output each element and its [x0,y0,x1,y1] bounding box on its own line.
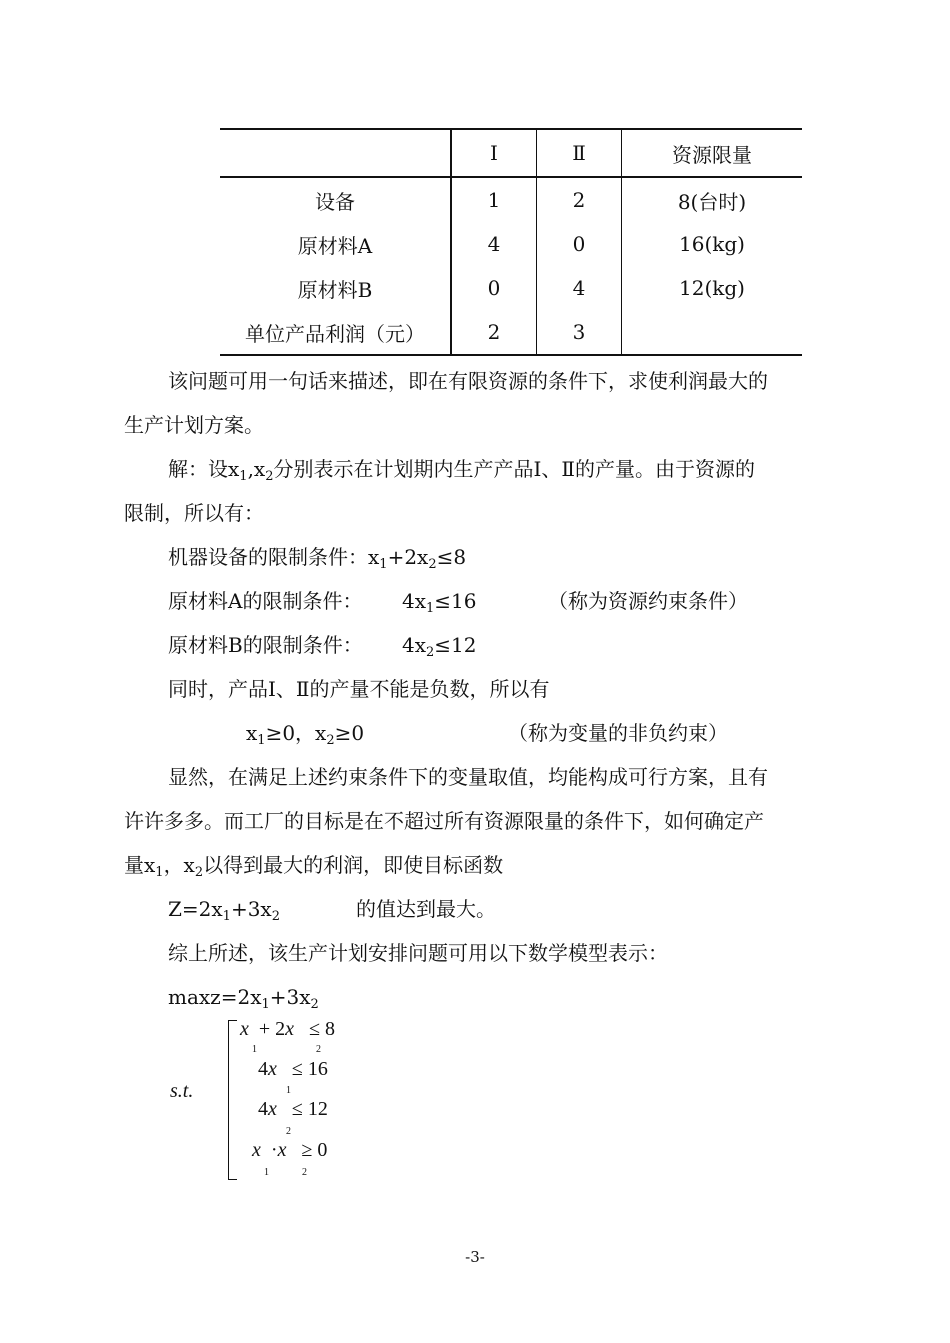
text: +3x [230,897,272,921]
table-cell: 原材料B [297,277,373,302]
text: x [285,1018,295,1040]
text: + 2 [258,1018,286,1040]
table-cell: 0 [451,266,537,310]
text: ≤8 [436,545,467,569]
constraint-label: 原材料A的限制条件： [168,589,363,613]
constraint-system [170,1016,430,1176]
text: ≤ 8 [309,1018,336,1040]
tiny-subscript: 1 [286,1085,291,1096]
subscript: 2 [271,909,280,924]
table-cell [622,310,803,355]
text: x [268,1058,277,1080]
constraint-line [168,544,466,570]
text: +3x [269,985,311,1009]
text: Z=2x [168,897,223,921]
table-cell: 12(kg) [622,266,803,310]
tiny-subscript: 1 [252,1044,257,1055]
table-cell: 0 [537,222,622,266]
text: 4x [402,589,427,613]
text: ≤12 [434,633,477,657]
subscript: 1 [426,601,435,616]
table-row [220,310,802,355]
objective-function [168,896,280,922]
text: ≤ 16 [291,1058,328,1080]
subscript: 2 [428,557,437,572]
table-cell: 1 [451,177,537,222]
text: 4 [258,1098,268,1120]
paragraph-line: 显然，在满足上述约束条件下的变量取值，均能构成可行方案，且有 [168,765,768,789]
text: maxz=2x [168,985,262,1009]
table-cell: 2 [537,177,622,222]
table-row [220,222,802,266]
text: 解：设x [168,457,240,481]
paragraph-line [124,852,503,878]
subscript: 2 [265,469,274,484]
text: ,x [247,457,266,481]
constraint-note: （称为资源约束条件） [548,589,748,613]
text: ≥0，x [265,721,327,745]
system-row [258,1058,328,1081]
tiny-subscript: 2 [302,1167,307,1178]
paragraph-line: 同时，产品Ⅰ、Ⅱ的产量不能是负数，所以有 [168,677,550,701]
subscript: 1 [379,557,388,572]
text: ≥ 0 [301,1139,328,1161]
paragraph-line: 限制，所以有： [124,501,264,525]
tiny-subscript: 2 [286,1126,291,1137]
text: x [268,1098,277,1120]
table-cell: 8(台时) [622,177,803,222]
subscript: 1 [155,865,164,880]
table-cell: 设备 [315,189,355,214]
table-cell: 16(kg) [622,222,803,266]
paragraph-line: 生产计划方案。 [124,413,264,437]
table-cell: 4 [451,222,537,266]
text: ，x [163,853,195,877]
model-objective [168,984,319,1010]
table-cell: 3 [537,310,622,355]
table-row [220,266,802,310]
text: x [252,1139,261,1161]
system-row [258,1098,328,1121]
table-header-cell: 资源限量 [622,129,803,177]
text: +2x [387,545,429,569]
paragraph-line [168,456,755,482]
resource-table [220,128,802,356]
text: x [246,721,258,745]
text: · [270,1139,278,1161]
left-bracket [228,1020,237,1180]
table-cell: 4 [537,266,622,310]
text: 量x [124,853,156,877]
subscript: 2 [326,733,335,748]
table-header-cell: Ⅰ [451,129,537,177]
constraint-expression [402,632,477,658]
text: 分别表示在计划期内生产产品Ⅰ、Ⅱ的产量。由于资源的 [273,457,755,481]
table-cell: 2 [451,310,537,355]
table-row [220,177,802,222]
text: x [240,1018,249,1040]
page-number: -3- [465,1248,485,1266]
tiny-subscript: 1 [264,1167,269,1178]
table-header-cell [220,129,451,177]
text: ≤16 [434,589,477,613]
objective-note: 的值达到最大。 [356,897,496,921]
table-cell: 原材料A [297,233,373,258]
nonnegativity-note: （称为变量的非负约束） [508,721,728,745]
subscript: 2 [194,865,204,880]
text: x [277,1139,287,1161]
subscript: 2 [426,645,435,660]
table-cell: 单位产品利润（元） [220,310,451,355]
constraint-label: 原材料B的限制条件： [168,633,363,657]
table-header-cell: Ⅱ [537,129,622,177]
paragraph-line: 该问题可用一句话来描述，即在有限资源的条件下，求使利润最大的 [168,369,768,393]
tiny-subscript: 2 [316,1044,321,1055]
subscript: 1 [261,997,270,1012]
text: 机器设备的限制条件：x [168,545,380,569]
subscript: 1 [239,469,248,484]
subscript: 2 [310,997,319,1012]
system-row [240,1018,335,1041]
paragraph-line: 许许多多。而工厂的目标是在不超过所有资源限量的条件下，如何确定产 [124,809,764,833]
text: 以得到最大的利润，即使目标函数 [203,853,504,877]
text: 4 [258,1058,268,1080]
paragraph-line: 综上所述，该生产计划安排问题可用以下数学模型表示： [168,941,668,965]
table-header-row [220,129,802,177]
system-row [252,1139,327,1162]
subscript: 1 [257,733,266,748]
text: ≤ 12 [291,1098,328,1120]
nonnegativity-expression [246,720,364,746]
text: 4x [402,633,427,657]
constraint-expression [402,588,477,614]
subject-to-label: s.t. [170,1080,194,1102]
text: ≥0 [334,721,365,745]
subscript: 1 [222,909,231,924]
